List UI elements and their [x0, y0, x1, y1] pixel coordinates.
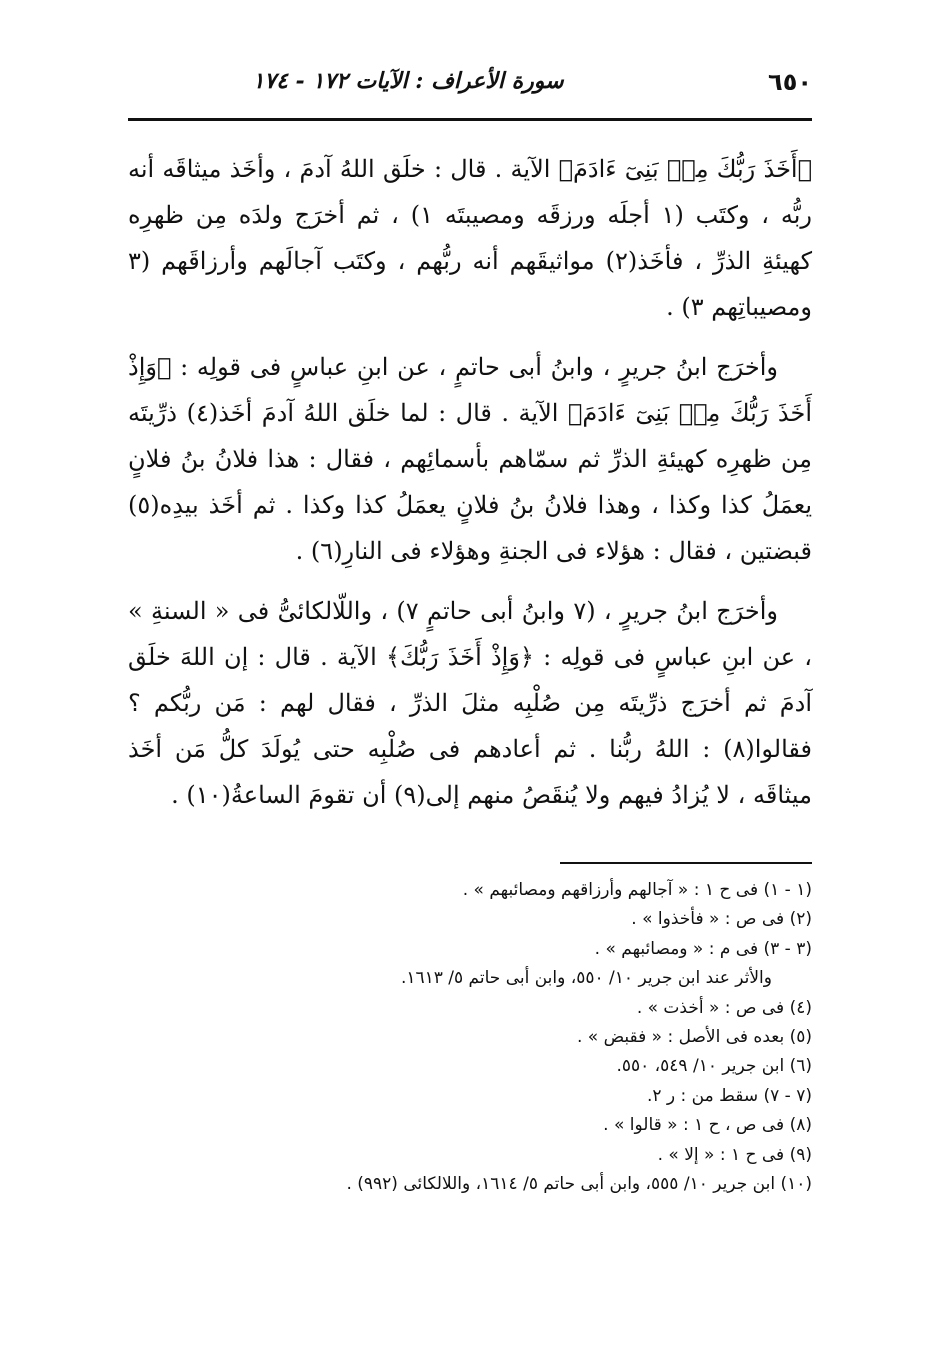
footnote: (١ - ١) فى ح ١ : « آجالهم وأرزاقهم ومصائبهم » . [462, 880, 812, 900]
footnote: (٢) فى ص : « فأخذوا » . [631, 909, 812, 930]
footnote-continuation: والأثر عند ابن جرير ١٠/ ٥٥٠، وابن أبى حاتم ٥/ ١٦١٣. [400, 968, 772, 989]
header-rule [128, 118, 812, 121]
paragraph: ﴿أَخَذَ رَبُّكَ مِنۢ بَنِىٓ ءَادَمَ﴾ الآية . قال : خلَق اللهُ آدمَ ، وأخَذ ميثاقَه أنه ربُّه ، وكتَب (١ أجلَه ورزقَه ومصيبتَه ١) ، ثم أخرَج ولدَه مِن ظهرِه كهيئةِ الذرِّ ، فأخَذ(٢) مواثيقَهم أنه ربُّهم ، وكتَب آجالَهم وأرزاقَهم (٣ ومصيباتِهم ٣) . [128, 155, 812, 321]
footnote: (٧ - ٧) سقط من : ر ٢. [646, 1085, 812, 1106]
footnote: (٦) ابن جرير ١٠/ ٥٤٩، ٥٥٠. [616, 1056, 812, 1077]
footnote: (٨) فى ص ، ح ١ : « قالوا » . [603, 1115, 812, 1136]
footnote: (١٠) ابن جرير ١٠/ ٥٥٥، وابن أبى حاتم ٥/ ١٦١٤، واللالكائى (٩٩٢) . [346, 1174, 812, 1195]
footnote: (٤) فى ص : « أخذت » . [636, 997, 812, 1018]
paragraph: وأخرَج ابنُ جريرٍ ، وابنُ أبى حاتمٍ ، عن ابنِ عباسٍ فى قولِه : ﴿وَإِذْ أَخَذَ رَبُّكَ مِنۢ بَنِىٓ ءَادَمَ﴾ الآية . قال : لما خلَق اللهُ آدمَ أخَذ(٤) ذرِّيتَه مِن ظهرِه كهيئةِ الذرِّ ثم سمّاهم بأسمائِهم ، فقال : هذا فلانُ بنُ فلانٍ يعمَلُ كذا وكذا ، وهذا فلانُ بنُ فلانٍ يعمَلُ كذا وكذا . ثم أخَذ بيدِه(٥) قبضتين ، فقال : هؤلاء فى الجنةِ وهؤلاء فى النارِ(٦) . [128, 353, 813, 565]
footnotes [128, 876, 812, 1199]
footnote: (٥) بعده فى الأصل : « فقبض » . [576, 1027, 812, 1048]
footnote: (٣ - ٣) فى م : « ومصائبهم » . [594, 938, 812, 959]
page-header [128, 62, 812, 102]
main-text [128, 146, 812, 832]
footnote-separator [560, 862, 812, 864]
running-title: سورة الأعراف : الآيات ١٧٢ - ١٧٤ [252, 68, 564, 94]
footnote: (٩) فى ح ١ : « إلا » . [657, 1144, 812, 1165]
page-number: ٦٥٠ [768, 68, 812, 96]
paragraph: وأخرَج ابنُ جريرٍ ، (٧ وابنُ أبى حاتمٍ ٧) ، واللّالكائىُّ فى « السنةِ » ، عن ابنِ عباسٍ فى قولِه : ﴿وَإِذْ أَخَذَ رَبُّكَ﴾ الآية . قال : إن اللهَ خلَق آدمَ ثم أخرَج ذرِّيتَه مِن صُلْبِه مثلَ الذرِّ ، فقال لهم : مَن ربُّكم ؟ فقالوا(٨) : اللهُ ربُّنا . ثم أعادهم فى صُلْبِه حتى يُولَدَ كلُّ مَن أخَذ ميثاقَه ، لا يُزادُ فيهم ولا يُنقَصُ منهم إلى(٩) أن تقومَ الساعةُ(١٠) . [128, 597, 812, 809]
